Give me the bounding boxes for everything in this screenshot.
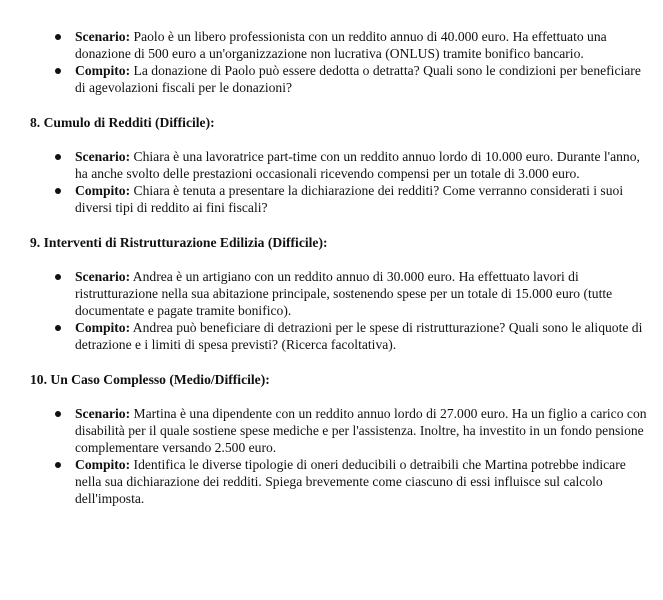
bullet-icon: [55, 188, 61, 194]
intro-list: [30, 28, 647, 96]
item-label: Scenario:: [75, 406, 131, 421]
item-text: Paolo è un libero professionista con un reddito annuo di 40.000 euro. Ha effettuato una donazione di 500 euro a un'organizzazione non lucrativa (ONLUS) tramite bonifico bancario.: [75, 29, 607, 61]
item-label: Compito:: [75, 63, 131, 78]
item-text: Identifica le diverse tipologie di oneri deducibili o detraibili che Martina potrebbe indicare nella sua dichiarazione dei redditi. Spiega brevemente come ciascuno di essi influisce sul calcolo dell'imposta.: [75, 457, 626, 506]
item-text: Martina è una dipendente con un reddito annuo lordo di 27.000 euro. Ha un figlio a carico con disabilità per il quale sostiene spese mediche e per l'assistenza. Inoltre, ha investito in un fondo pensione complementare versando 2.500 euro.: [75, 406, 647, 455]
item-text: La donazione di Paolo può essere dedotta o detratta? Quali sono le condizioni per beneficiare di agevolazioni fiscali per le donazioni?: [75, 63, 641, 95]
item-text: Andrea può beneficiare di detrazioni per le spese di ristrutturazione? Quali sono le aliquote di detrazione e i limiti di spesa previsti? (Ricerca facoltativa).: [75, 320, 643, 352]
section-title: 10. Un Caso Complesso (Medio/Difficile):: [30, 372, 270, 387]
item-text: Chiara è una lavoratrice part-time con un reddito annuo lordo di 10.000 euro. Durante l'anno, ha anche svolto delle prestazioni occasionali ricevendo compensi per un totale di 3.000 euro.: [75, 149, 640, 181]
item-label: Scenario:: [75, 29, 131, 44]
section-heading-8: [30, 114, 647, 131]
bullet-icon: [55, 154, 61, 160]
list-item: [30, 148, 647, 182]
list-item: [30, 319, 647, 353]
item-text: Chiara è tenuta a presentare la dichiarazione dei redditi? Come verranno considerati i suoi diversi tipi di reddito ai fini fiscali?: [75, 183, 624, 215]
bullet-icon: [55, 274, 61, 280]
bullet-icon: [55, 462, 61, 468]
section-list-10: [30, 405, 647, 507]
item-label: Compito:: [75, 457, 131, 472]
bullet-icon: [55, 411, 61, 417]
item-label: Scenario:: [75, 149, 131, 164]
bullet-icon: [55, 34, 61, 40]
item-label: Compito:: [75, 320, 131, 335]
list-item: [30, 456, 647, 507]
list-item: [30, 62, 647, 96]
section-heading-10: [30, 371, 647, 388]
list-item: [30, 28, 647, 62]
bullet-icon: [55, 325, 61, 331]
section-title: 8. Cumulo di Redditi (Difficile):: [30, 115, 215, 130]
list-item: [30, 182, 647, 216]
section-title: 9. Interventi di Ristrutturazione Edilizia (Difficile):: [30, 235, 328, 250]
item-label: Scenario:: [75, 269, 131, 284]
list-item: [30, 268, 647, 319]
section-list-8: [30, 148, 647, 216]
list-item: [30, 405, 647, 456]
item-text: Andrea è un artigiano con un reddito annuo di 30.000 euro. Ha effettuato lavori di ristrutturazione nella sua abitazione principale, sostenendo spese per un totale di 15.000 euro (tutte documentate e pagate tramite bonifico).: [75, 269, 613, 318]
section-heading-9: [30, 234, 647, 251]
item-label: Compito:: [75, 183, 131, 198]
section-list-9: [30, 268, 647, 353]
bullet-icon: [55, 68, 61, 74]
